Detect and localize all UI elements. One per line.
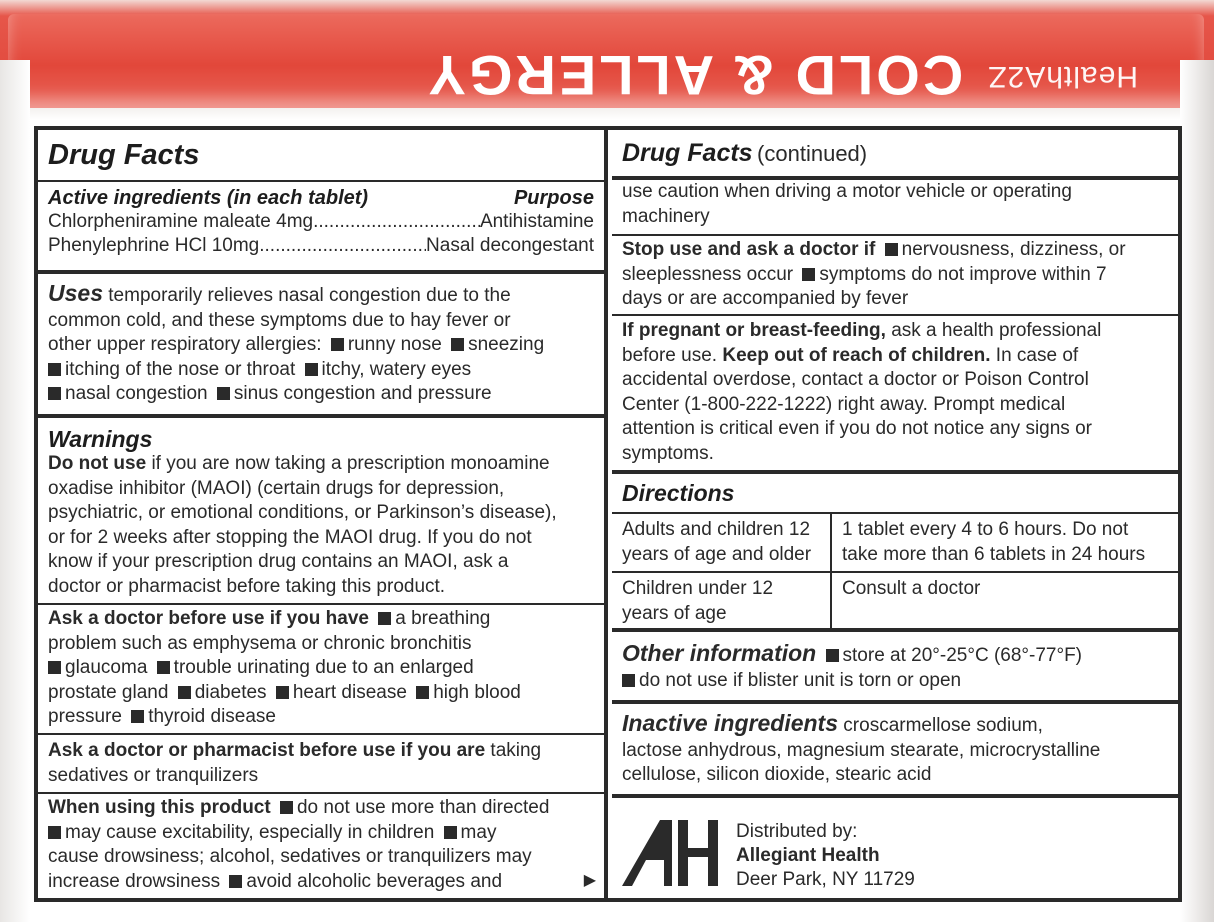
bullet-square-icon (622, 674, 635, 687)
drug-facts-right-column (612, 130, 1178, 898)
pregnancy-text: accidental overdose, contact a doctor or Poison Control (622, 369, 1089, 391)
stop-use-label: Stop use and ask a doctor if (622, 239, 876, 260)
pharmacist-text: sedatives or tranquilizers (48, 764, 259, 786)
ingredient-row (48, 234, 594, 258)
directions-dose (832, 573, 1178, 630)
when-using-section (38, 796, 604, 894)
drug-facts-panel (34, 126, 1182, 902)
condition-item: high blood (433, 681, 521, 703)
directions-row (612, 514, 1178, 573)
other-information-section (612, 640, 1178, 693)
bullet-square-icon (48, 387, 61, 400)
bullet-square-icon (178, 686, 191, 699)
continued-title-section (612, 140, 1178, 167)
bullet-square-icon (48, 826, 61, 839)
continue-arrow-icon: ▶ (583, 872, 596, 889)
allegiant-health-logo-icon (622, 818, 722, 888)
bullet-square-icon (280, 801, 293, 814)
condition-item: problem such as emphysema or chronic bronchitis (48, 632, 472, 654)
brand-name: HealthA2Z (987, 60, 1138, 93)
bullet-square-icon (378, 612, 391, 625)
keep-out-of-reach-text: Keep out of reach of children. (722, 344, 991, 366)
pharmacist-text: taking (490, 740, 542, 761)
stop-use-item: symptoms do not improve within 7 (819, 263, 1107, 285)
pregnancy-text: In case of (995, 344, 1079, 366)
pregnancy-text: ask a health professional (891, 320, 1102, 341)
bullet-square-icon (217, 387, 230, 400)
pregnancy-text: attention is critical even if you do not notice any signs or (622, 418, 1092, 440)
distributor-address: Deer Park, NY 11729 (736, 869, 915, 890)
divider (38, 733, 604, 735)
when-using-item: may (460, 821, 497, 843)
bullet-square-icon (229, 875, 242, 888)
directions-row (612, 573, 1178, 630)
inactive-text: croscarmellose sodium, (843, 715, 1043, 736)
ask-doctor-section (38, 607, 604, 730)
divider (38, 414, 604, 418)
bullet-square-icon (305, 363, 318, 376)
divider (612, 794, 1178, 798)
ingredient-row (48, 210, 594, 234)
divider (612, 234, 1178, 236)
condition-item: a breathing (395, 608, 491, 629)
dose-text: 1 tablet every 4 to 6 hours. Do not (842, 519, 1129, 540)
dose-text: Consult a doctor (842, 578, 981, 600)
bullet-square-icon (331, 338, 344, 351)
active-ingredients-section (38, 186, 604, 258)
divider (38, 180, 604, 182)
divider (612, 700, 1178, 704)
pregnancy-label: If pregnant or breast-feeding, (622, 320, 886, 341)
ingredient-purpose: Nasal decongestant (426, 235, 594, 256)
bullet-square-icon (416, 686, 429, 699)
dose-text: take more than 6 tablets in 24 hours (842, 543, 1146, 565)
ask-pharmacist-section (38, 739, 604, 788)
condition-item: thyroid disease (148, 706, 276, 728)
active-ingredients-header: Active ingredients (in each tablet) (48, 187, 369, 209)
when-using-item: cause drowsiness; alcohol, sedatives or tranquilizers may (48, 846, 532, 868)
distributor-label: Distributed by: (736, 821, 858, 842)
when-using-label: When using this product (48, 797, 271, 818)
bullet-square-icon (826, 649, 839, 662)
uses-text: temporarily relieves nasal congestion due to the (108, 285, 511, 306)
warnings-section (38, 426, 604, 600)
warning-text: doctor or pharmacist before taking this product. (48, 575, 446, 597)
bullet-square-icon (48, 363, 61, 376)
warning-text: or for 2 weeks after stopping the MAOI drug. If you do not (48, 526, 532, 548)
divider (38, 270, 604, 274)
inactive-text: cellulose, silicon dioxide, stearic acid (622, 764, 932, 786)
when-using-item: increase drowsiness (48, 870, 221, 892)
stop-use-section (612, 238, 1178, 312)
drug-facts-title: Drug Facts (48, 139, 200, 171)
brand-product: COLD & ALLERGY (425, 44, 964, 108)
ask-doctor-label: Ask a doctor before use if you have (48, 608, 369, 629)
bullet-square-icon (157, 661, 170, 674)
drug-facts-left-column (38, 130, 608, 898)
uses-item: sinus congestion and pressure (233, 383, 492, 405)
purpose-header: Purpose (513, 187, 594, 209)
drug-facts-continued-title: Drug Facts (622, 139, 753, 167)
when-using-item: may cause excitability, especially in children (65, 821, 435, 843)
uses-item: itchy, watery eyes (321, 358, 472, 380)
caution-text: machinery (622, 205, 710, 227)
condition-item: diabetes (194, 681, 267, 703)
uses-item: itching of the nose or throat (65, 358, 296, 380)
uses-item: nasal congestion (65, 383, 208, 405)
do-not-use-label: Do not use (48, 453, 147, 474)
condition-item: trouble urinating due to an enlarged (173, 657, 474, 679)
stop-use-item: days or are accompanied by fever (622, 288, 909, 310)
directions-dose (832, 514, 1178, 571)
divider (38, 792, 604, 794)
condition-item: glaucoma (65, 657, 148, 679)
directions-title-section (612, 480, 1178, 506)
bullet-square-icon (802, 268, 815, 281)
ingredient-name: Chlorpheniramine maleate 4mg (48, 211, 314, 232)
when-using-item: avoid alcoholic beverages and (246, 870, 503, 892)
ingredient-name: Phenylephrine HCl 10mg (48, 235, 260, 256)
uses-text: other upper respiratory allergies: (48, 334, 322, 356)
directions-age (612, 573, 832, 630)
warning-text: know if your prescription drug contains an MAOI, ask a (48, 551, 509, 573)
age-text: Adults and children 12 (622, 519, 811, 540)
inactive-ingredients-title: Inactive ingredients (622, 710, 839, 736)
pregnancy-text: symptoms. (622, 442, 714, 464)
bullet-square-icon (885, 243, 898, 256)
caution-text: use caution when driving a motor vehicle or operating (622, 181, 1072, 202)
directions-title: Directions (622, 480, 735, 506)
age-text: Children under 12 (622, 578, 774, 600)
stop-use-item: sleeplessness occur (622, 263, 794, 285)
caution-section (612, 180, 1178, 229)
distributor-block (736, 820, 915, 892)
package-top-flap (8, 14, 1204, 108)
bullet-square-icon (48, 661, 61, 674)
condition-item: pressure (48, 706, 122, 728)
directions-age (612, 514, 832, 571)
condition-item: heart disease (292, 681, 407, 703)
bullet-square-icon (131, 710, 144, 723)
inactive-text: lactose anhydrous, magnesium stearate, microcrystalline (622, 739, 1101, 761)
other-info-item: do not use if blister unit is torn or open (639, 669, 962, 691)
condition-item: prostate gland (48, 681, 169, 703)
directions-table (612, 514, 1178, 630)
ingredient-purpose: Antihistamine (479, 211, 594, 232)
uses-text: common cold, and these symptoms due to hay fever or (48, 309, 511, 331)
warning-text: psychiatric, or emotional conditions, or Parkinson’s disease), (48, 502, 557, 524)
package-left-edge (0, 60, 30, 922)
warnings-title: Warnings (48, 426, 153, 452)
uses-section (38, 280, 604, 407)
bullet-square-icon (451, 338, 464, 351)
brand-banner (78, 44, 1138, 108)
drug-facts-title-section (38, 138, 604, 172)
uses-item: sneezing (468, 334, 545, 356)
uses-item: runny nose (347, 334, 442, 356)
pregnancy-text: before use. (622, 344, 718, 366)
age-text: years of age (622, 602, 727, 624)
when-using-item: do not use more than directed (296, 797, 550, 818)
distributor-name: Allegiant Health (736, 845, 880, 866)
warning-text: if you are now taking a prescription monoamine (151, 453, 550, 474)
bullet-square-icon (444, 826, 457, 839)
continued-label: (continued) (757, 141, 868, 166)
inactive-ingredients-section (612, 710, 1178, 788)
divider (612, 470, 1178, 474)
other-information-title: Other information (622, 640, 817, 666)
bullet-square-icon (276, 686, 289, 699)
warning-text: oxadise inhibitor (MAOI) (certain drugs for depression, (48, 477, 505, 499)
divider (612, 628, 1178, 632)
ask-pharmacist-label: Ask a doctor or pharmacist before use if you are (48, 740, 486, 761)
divider (612, 314, 1178, 316)
package-right-edge (1180, 60, 1214, 922)
age-text: years of age and older (622, 543, 812, 565)
other-info-item: store at 20°-25°C (68°-77°F) (842, 645, 1083, 666)
uses-title: Uses (48, 280, 103, 306)
divider (38, 603, 604, 605)
pregnancy-text: Center (1-800-222-1222) right away. Prompt medical (622, 393, 1066, 415)
stop-use-item: nervousness, dizziness, or (901, 239, 1126, 260)
pregnancy-section (612, 319, 1178, 467)
